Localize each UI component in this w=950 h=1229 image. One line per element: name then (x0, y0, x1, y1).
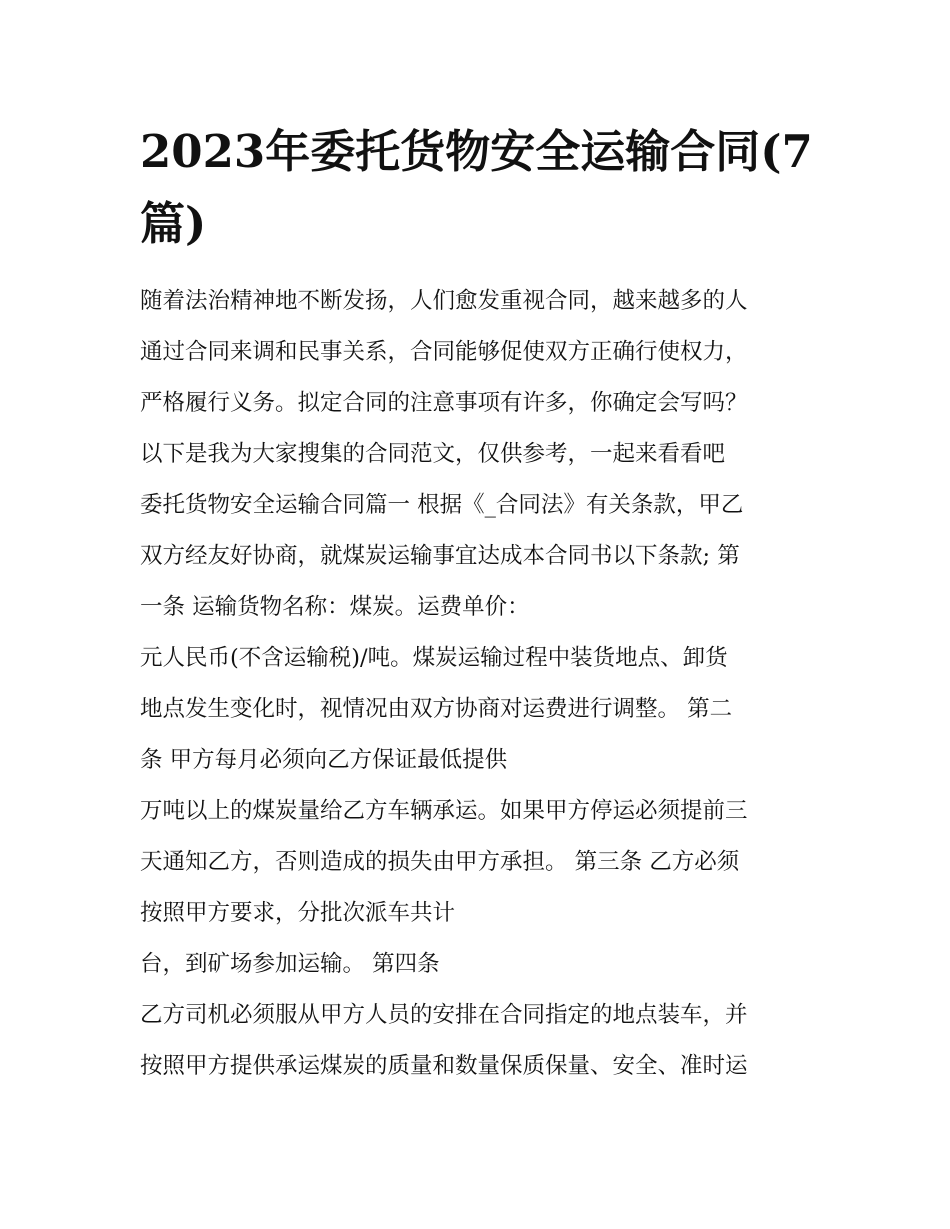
body-line: 万吨以上的煤炭量给乙方车辆承运。如果甲方停运必须提前三 (140, 798, 748, 824)
document-title: 2023年委托货物安全运输合同(7篇) (140, 125, 813, 250)
body-line: 地点发生变化时，视情况由双方协商对运费进行调整。 第二 (140, 696, 733, 722)
document-body (140, 276, 820, 1092)
body-line: 委托货物安全运输合同篇一 根据《_合同法》有关条款，甲乙 (140, 492, 744, 518)
body-line: 按照甲方要求，分批次派车共计 (140, 900, 456, 926)
body-line: 双方经友好协商，就煤炭运输事宜达成本合同书以下条款; 第 (140, 543, 740, 569)
body-line: 通过合同来调和民事关系，合同能够促使双方正确行使权力， (140, 339, 748, 365)
body-line: 按照甲方提供承运煤炭的质量和数量保质保量、安全、准时运 (140, 1053, 748, 1079)
body-line: 乙方司机必须服从甲方人员的安排在合同指定的地点装车，并 (140, 1002, 748, 1028)
body-line: 随着法治精神地不断发扬，人们愈发重视合同，越来越多的人 (140, 288, 748, 314)
body-line: 条 甲方每月必须向乙方保证最低提供 (140, 747, 508, 773)
body-line: 一条 运输货物名称：煤炭。运费单价： (140, 594, 530, 620)
body-line: 严格履行义务。拟定合同的注意事项有许多，你确定会写吗？ (140, 390, 748, 416)
body-line: 台，到矿场参加运输。 第四条 (140, 951, 440, 977)
body-line: 元人民币(不含运输税)/吨。煤炭运输过程中装货地点、卸货 (140, 645, 728, 671)
body-line: 天通知乙方，否则造成的损失由甲方承担。 第三条 乙方必须 (140, 849, 740, 875)
body-line: 以下是我为大家搜集的合同范文，仅供参考，一起来看看吧 (140, 441, 726, 467)
